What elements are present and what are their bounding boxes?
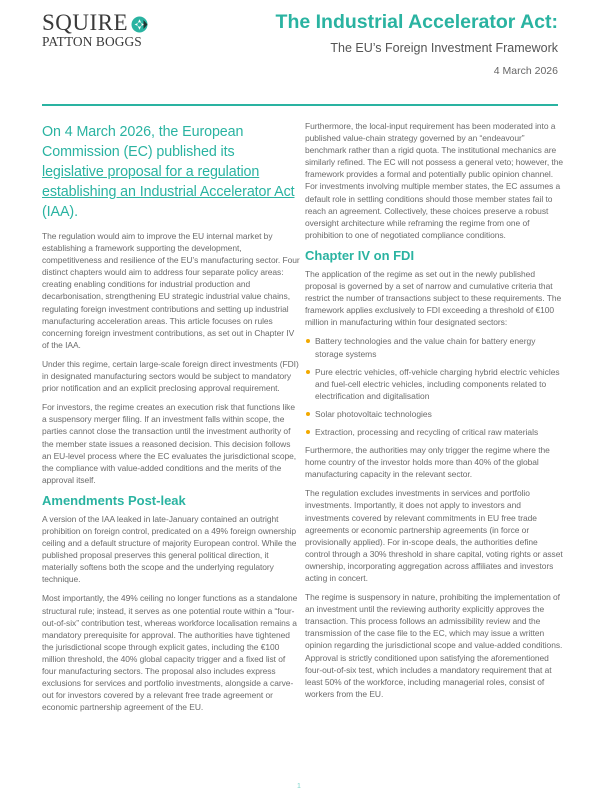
body-paragraph: A version of the IAA leaked in late-January contained an outright prohibition on foreign control, predicated on a 49% foreign ownership ceiling and a default structure of majority European control. While the published proposal preserves this general political direction, it materially softens both the scope and the underlying regulatory technique. <box>42 513 297 585</box>
page-number: 1 <box>297 783 301 790</box>
list-item: Extraction, processing and recycling of critical raw materials <box>305 426 563 438</box>
logo-wordmark-top: SQUIRE <box>42 10 129 35</box>
logo-wordmark-bottom: PATTON BOGGS <box>42 34 142 49</box>
body-paragraph: Under this regime, certain large-scale foreign direct investments (FDI) in designated manufacturing sectors would be subject to mandatory prior notification and an explicit preclosing approval requirement. <box>42 358 299 394</box>
body-paragraph: The application of the regime as set out in the newly published proposal is governed by a set of narrow and cumulative criteria that restrict the number of transactions subject to these requirements. The framework applies exclusively to FDI exceeding a threshold of €100 million in manufacturing within four designated sectors: <box>305 268 562 328</box>
list-item: Battery technologies and the value chain for battery energy storage systems <box>305 335 563 359</box>
lead-paragraph <box>42 122 300 222</box>
section-heading-chapter-iv: Chapter IV on FDI <box>305 247 415 263</box>
document-subtitle: The EU’s Foreign Investment Framework <box>330 41 558 55</box>
left-column <box>42 122 300 720</box>
lead-suffix: (IAA). <box>42 204 78 220</box>
lead-text: On 4 March 2026, the European Commission (EC) published its <box>42 124 244 160</box>
list-item: Solar photovoltaic technologies <box>305 408 563 420</box>
body-paragraph: For investors, the regime creates an execution risk that functions like a suspensory merger filing. If an investment falls within scope, the parties cannot close the transaction until the investment authority of the member state issues a reasoned decision. This decision follows an EU-level process where the EC evaluates the jurisdictional scope, the compliance with value-added conditions and the merits of the approval itself. <box>42 402 297 485</box>
document-title: The Industrial Accelerator Act: <box>275 11 558 33</box>
body-paragraph: Furthermore, the local-input requirement has been moderated into a published value-chain strategy governed by an “endeavour” benchmark rather than a rigid quota. The institutional mechanics are similarly refined. The EC will not possess a general veto; however, the framework provides a formal and potentially public opinion channel. For investments involving multiple member states, the EC assumes a default role in settling conditions should those member states fail to reach an agreement. Collectively, these choices preserve a robust oversight architecture while reframing the regime from one of prohibition to one of negotiated compliance conditions. <box>305 121 563 240</box>
header-divider <box>42 104 558 106</box>
list-item: Pure electric vehicles, off-vehicle charging hybrid electric vehicles and fuel-cell electric vehicles, including components related to electrification and digitalisation <box>305 366 563 402</box>
document-date: 4 March 2026 <box>493 65 558 77</box>
body-paragraph: Furthermore, the authorities may only trigger the regime where the home country of the investor holds more than 40% of the global manufacturing capacity in the relevant sector. <box>305 445 550 480</box>
body-paragraph: The regime is suspensory in nature, prohibiting the implementation of an investment until the reviewing authority explicitly approves the transaction. This process follows an admissibility review and the transmission of the case file to the EC, which may issue a written opinion regarding the jurisdictional scope and value-added conditions. Approval is strictly conditioned upon satisfying the aforementioned four-out-of-six test, which includes a mandatory requirement that at least 50% of the workforce, including managerial roles, consist of workers from the EU. <box>305 592 563 699</box>
body-paragraph: The regulation would aim to improve the EU internal market by establishing a framework supporting the development, competitiveness and resilience of the EU’s manufacturing sector. Four distinct chapters would aim to address four separate policy areas: creating enabling conditions for industrial production and decarbonisation, strengthening EU strategic industrial value chains, regulating foreign investment contributions and setting up industrial manufacturing acceleration areas. This article focuses on rules concerning foreign investment contributions, as set out in Chapter IV of the IAA. <box>42 231 300 350</box>
sector-list <box>305 335 563 438</box>
body-paragraph: The regulation excludes investments in services and portfolio investments. Importantly, it does not apply to investors and investments covered by relevant commitments in EU free trade agreements or economic partnership agreements (in force or provisionally applied). For in-scope deals, the authorities define control through a 30% threshold in share capital, voting rights or asset ownership, incorporating aggregation across affiliates and investors acting in concert. <box>305 488 563 583</box>
section-heading-amendments: Amendments Post-leak <box>42 492 186 508</box>
right-column <box>305 120 563 707</box>
legislative-proposal-link[interactable]: legislative proposal for a regulation establishing an Industrial Accelerator Act <box>42 164 295 200</box>
body-paragraph: Most importantly, the 49% ceiling no longer functions as a standalone structural rule; instead, it serves as one potential route within a “four-out-of-six” contribution test, whereas workforce localisation remains a mandatory prerequisite for approval. The authorities have tightened the jurisdictional scope through explicit gates, including the €100 million threshold, the 40% global capacity trigger and a fixed list of four manufacturing sectors. The proposal also includes express exclusions for services and portfolio investments, alongside a carve-out for investors covered by a relevant free trade agreement or economic partnership agreement of the EU. <box>42 593 298 713</box>
logo-mark-icon <box>131 15 148 32</box>
firm-logo <box>42 12 148 50</box>
document-header <box>276 10 558 78</box>
